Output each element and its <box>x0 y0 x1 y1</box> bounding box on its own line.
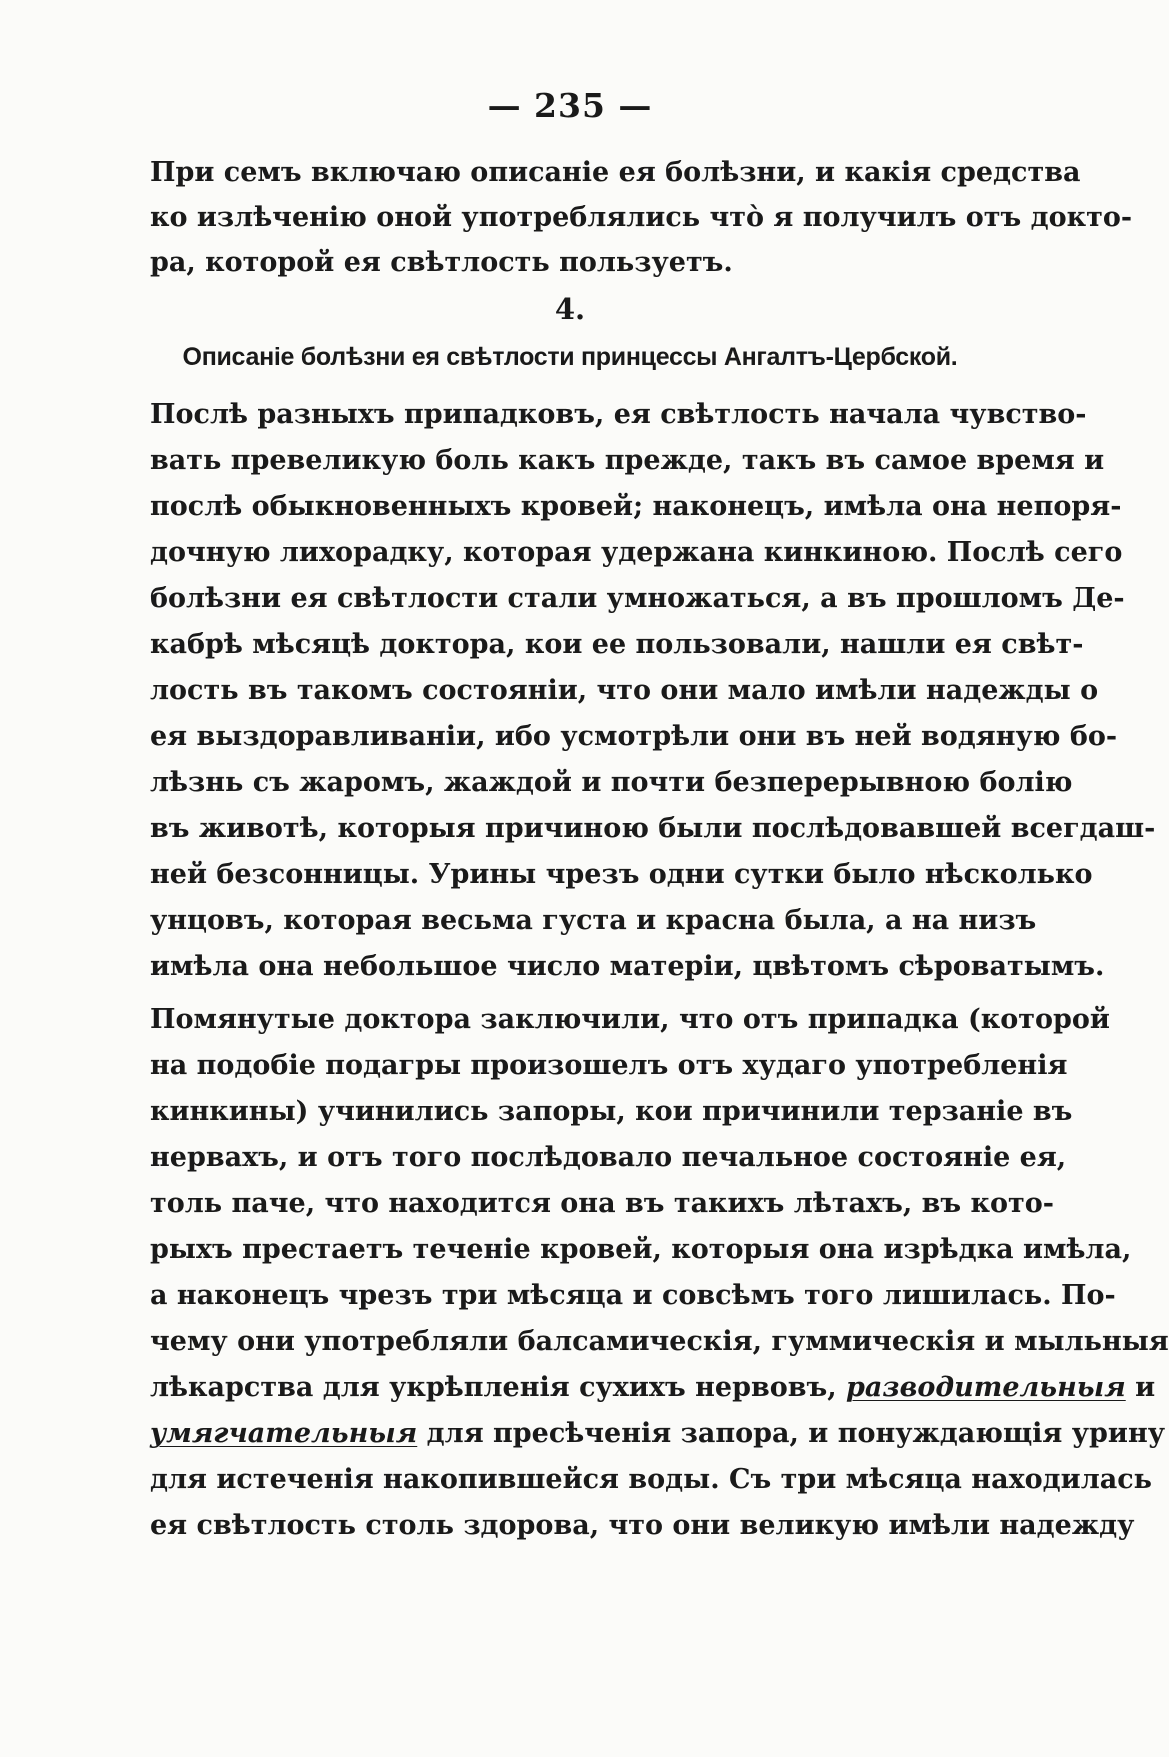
text-line: Помянутые доктора заключили, что отъ припадка (которой <box>150 1004 1110 1035</box>
paragraph-2 <box>150 997 1169 1549</box>
line-text: и <box>1125 1372 1156 1403</box>
paragraph-1 <box>150 392 1156 990</box>
text-line: вать превеликую боль какъ прежде, такъ въ самое время и <box>150 445 1105 476</box>
section-number: 4. <box>554 292 586 326</box>
text-line: болѣзни ея свѣтлости стали умножаться, а въ прошломъ Де- <box>150 583 1125 614</box>
text-line: кинкины) учинились запоры, кои причинили терзаніе въ <box>150 1096 1073 1127</box>
text-line: дочную лихорадку, которая удержана кинкиною. Послѣ сего <box>150 537 1123 568</box>
paragraph-gap <box>150 990 980 997</box>
text-line: ней безсонницы. Урины чрезъ одни сутки было нѣсколько <box>150 859 1093 890</box>
text-line: лѣзнь съ жаромъ, жаждой и почти безперерывною болію <box>150 767 1073 798</box>
page-number: — 235 — <box>487 86 653 125</box>
text-line: а наконецъ чрезъ три мѣсяца и совсѣмъ того лишилась. По- <box>150 1280 1116 1311</box>
text-line: ко излѣченію оной употреблялись чтò я получилъ отъ докто- <box>150 202 1133 233</box>
text-line: ра, которой ея свѣтлость пользуетъ. <box>150 247 733 278</box>
line-text: для пресѣченія запора, и понуждающія урину <box>417 1418 1165 1449</box>
text-line-with-italic <box>150 1365 1156 1411</box>
text-line: Послѣ разныхъ припадковъ, ея свѣтлость начала чувство- <box>150 399 1087 430</box>
text-line: нервахъ, и отъ того послѣдовало печальное состояніе ея, <box>150 1142 1067 1173</box>
text-line: лость въ такомъ состояніи, что они мало имѣли надежды о <box>150 675 1099 706</box>
italic-term: умягчательныя <box>150 1418 418 1449</box>
text-line: на подобіе подагры произошелъ отъ худаго употребленія <box>150 1050 1068 1081</box>
text-line-with-italic <box>150 1411 1165 1457</box>
text-line: послѣ обыкновенныхъ кровей; наконецъ, имѣла она непоря- <box>150 491 1122 522</box>
text-line: для истеченія накопившейся воды. Съ три мѣсяца находилась <box>150 1464 1152 1495</box>
italic-term: разводительныя <box>846 1372 1126 1403</box>
text-line: толь паче, что находится она въ такихъ лѣтахъ, въ кото- <box>150 1188 1054 1219</box>
body-text <box>150 392 1169 1549</box>
text-line: ея выздоравливаніи, ибо усмотрѣли они въ ней водяную бо- <box>150 721 1118 752</box>
text-line: кабрѣ мѣсяцѣ доктора, кои ее пользовали, нашли ея свѣт- <box>150 629 1084 660</box>
text-line: чему они употребляли балсамическія, гуммическія и мыльныя <box>150 1326 1169 1357</box>
text-line: ея свѣтлость столь здорова, что они великую имѣли надежду <box>150 1510 1135 1541</box>
text-line: При семъ включаю описаніе ея болѣзни, и какія средства <box>150 157 1081 188</box>
text-line: въ животѣ, которыя причиною были послѣдовавшей всегдаш- <box>150 813 1156 844</box>
text-line: рыхъ престаетъ теченіе кровей, которыя она изрѣдка имѣла, <box>150 1234 1132 1265</box>
section-heading: Описаніе болѣзни ея свѣтлости принцессы Ангалтъ-Цербской. <box>182 343 958 371</box>
text-line: имѣла она небольшое число матеріи, цвѣтомъ сѣроватымъ. <box>150 951 1105 982</box>
intro-paragraph <box>150 150 1133 285</box>
line-text: лѣкарства для укрѣпленія сухихъ нервовъ, <box>150 1372 847 1403</box>
text-line: унцовъ, которая весьма густа и красна была, а на низъ <box>150 905 1037 936</box>
